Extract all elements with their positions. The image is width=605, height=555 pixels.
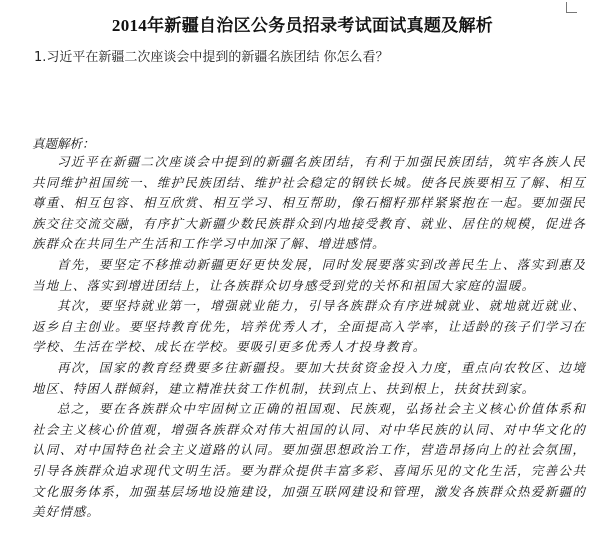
answer-paragraph-2: 首先，要坚定不移推动新疆更好更快发展，同时发展要落实到改善民生上、落实到惠及当地上、落实到增进团结上，让各族群众切身感受到党的关怀和祖国大家庭的温暖。 xyxy=(32,256,586,293)
answer-paragraph-4: 再次，国家的教育经费要多往新疆投。要加大扶贫资金投入力度，重点向农牧区、边境地区、特困人群倾斜，建立精准扶贫工作机制，扶到点上、扶到根上，扶贫扶到家。 xyxy=(32,359,586,396)
page-title: 2014年新疆自治区公务员招录考试面试真题及解析 xyxy=(111,16,494,35)
answer-paragraph-5: 总之，要在各族群众中牢固树立正确的祖国观、民族观，弘扬社会主义核心价值体系和社会主义核心价值观，增强各族群众对伟大祖国的认同、对中华民族的认同、对中华文化的认同、对中国特色社会主义道路的认同。要加强思想政治工作，营造昂扬向上的社会氛围，引导各族群众追求现代文明生活。要为群众提供丰富多彩、喜闻乐见的文化生活，完善公共文化服务体系，加强基层场地设施建设，加强互联网建设和管理，激发各族群众热爱新疆的美好情感。 xyxy=(32,401,586,520)
answer-label: 真题解析： xyxy=(32,136,95,151)
answer-paragraph-3: 其次，要坚持就业第一，增强就业能力，引导各族群众有序进城就业、就地就近就业、返乡自主创业。要坚持教育优先，培养优秀人才，全面提高入学率，让适龄的孩子们学习在学校、生活在学校、成长在学校。要吸引更多优秀人才投身教育。 xyxy=(32,298,586,355)
answer-body xyxy=(32,152,586,523)
corner-crop-mark xyxy=(566,2,577,13)
answer-paragraph-1: 习近平在新疆二次座谈会中提到的新疆名族团结，有利于加强民族团结，筑牢各族人民共同维护祖国统一、维护民族团结、维护社会稳定的钢铁长城。使各民族要相互了解、相互尊重、相互包容、相互欣赏、相互学习、相互帮助，像石榴籽那样紧紧抱在一起。要加强民族交往交流交融，有序扩大新疆少数民族群众到内地接受教育、就业、居住的规模，促进各族群众在共同生产生活和工作学习中加深了解、增进感情。 xyxy=(32,154,586,252)
question-text: 1.习近平在新疆二次座谈会中提到的新疆名族团结 你怎么看？ xyxy=(34,50,389,65)
